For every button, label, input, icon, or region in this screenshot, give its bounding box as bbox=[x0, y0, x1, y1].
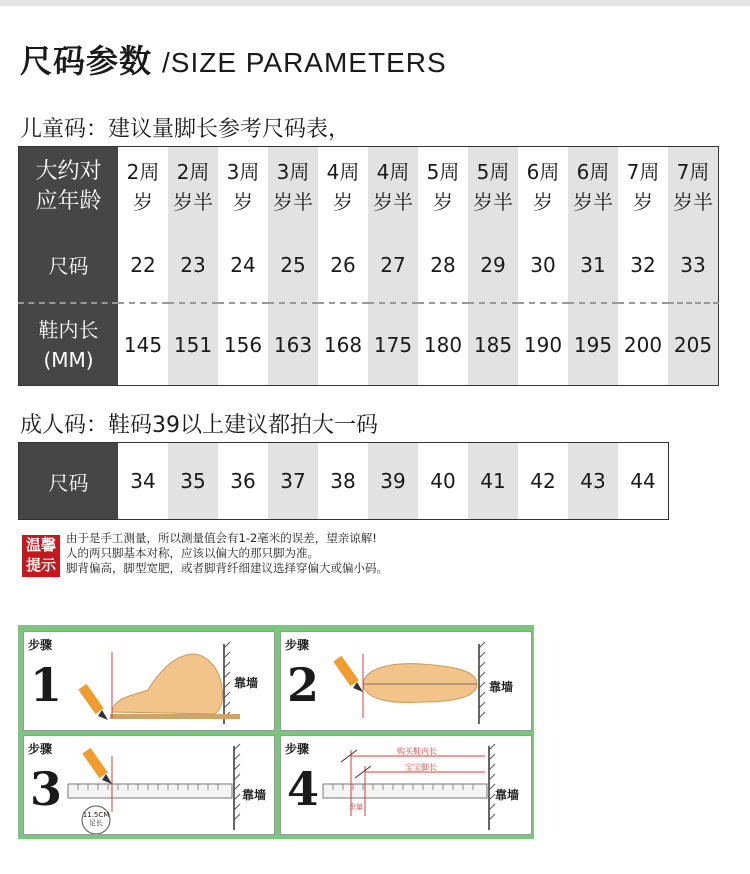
length-cell: 168 bbox=[323, 332, 363, 357]
age-cell: 7周 岁 bbox=[626, 160, 660, 214]
kids-subtitle: 儿童码：建议量脚长参考尺码表， bbox=[20, 117, 351, 142]
size-cell: 27 bbox=[368, 227, 418, 303]
length-cell: 145 bbox=[123, 332, 163, 357]
title-cn: 尺码参数 bbox=[20, 42, 153, 80]
size-label: 尺码 bbox=[19, 227, 119, 303]
pencil-icon bbox=[333, 656, 363, 692]
size-cell: 23 bbox=[168, 227, 218, 303]
age-cell: 6周 岁半 bbox=[568, 147, 618, 228]
length-cell: 205 bbox=[668, 303, 719, 386]
step-tag: 步骤 bbox=[285, 638, 310, 652]
wall-label: 靠墙 bbox=[489, 680, 514, 694]
size-cell: 29 bbox=[468, 227, 518, 303]
measure-steps-panel bbox=[18, 625, 534, 839]
size-row bbox=[19, 227, 719, 303]
length-cell: 200 bbox=[623, 332, 663, 357]
length-cell: 185 bbox=[468, 303, 518, 386]
length-cell: 156 bbox=[223, 332, 263, 357]
age-cell: 7周 岁半 bbox=[668, 147, 719, 228]
age-cell: 3周 岁 bbox=[226, 160, 260, 214]
step-number: 4 bbox=[287, 762, 320, 816]
adult-size-label: 尺码 bbox=[19, 443, 119, 520]
length-cell: 190 bbox=[523, 332, 563, 357]
size-cell: 31 bbox=[568, 227, 618, 303]
adult-size-cell: 41 bbox=[468, 443, 518, 520]
step-tag: 步骤 bbox=[28, 742, 53, 756]
age-cell: 4周 岁 bbox=[326, 160, 360, 214]
size-cell: 32 bbox=[618, 227, 668, 303]
adult-size-cell: 37 bbox=[268, 443, 318, 520]
adult-size-cell: 42 bbox=[530, 469, 556, 493]
size-cell: 28 bbox=[418, 227, 468, 303]
age-cell: 5周 岁 bbox=[426, 160, 460, 214]
length-label-line: 鞋内长 bbox=[38, 317, 99, 342]
wall-label: 靠墙 bbox=[234, 676, 259, 690]
title-en: /SIZE PARAMETERS bbox=[162, 47, 447, 78]
step-number: 1 bbox=[30, 658, 63, 712]
adult-size-cell: 43 bbox=[568, 443, 618, 520]
age-cell: 2周 岁半 bbox=[168, 147, 218, 228]
step-number: 2 bbox=[287, 658, 320, 712]
top-divider bbox=[0, 0, 750, 6]
tip-line: 由于是手工测量，所以测量值会有1-2毫米的误差，望亲谅解! bbox=[66, 531, 377, 545]
page-title bbox=[20, 36, 447, 82]
size-cell: 33 bbox=[668, 227, 719, 303]
age-cell: 3周 岁半 bbox=[268, 147, 318, 228]
pencil-icon bbox=[82, 748, 112, 784]
adult-size-row bbox=[19, 443, 669, 520]
tip-text bbox=[66, 531, 388, 576]
adult-size-cell: 39 bbox=[368, 443, 418, 520]
ruler-reading: 11.5CM 足长 bbox=[82, 811, 110, 827]
length-label-line: (MM) bbox=[43, 347, 94, 372]
purchase-length-label: 购买鞋内长 bbox=[397, 747, 437, 756]
length-cell: 195 bbox=[568, 303, 618, 386]
length-label bbox=[19, 303, 119, 386]
size-cell: 25 bbox=[268, 227, 318, 303]
age-cell: 2周 岁 bbox=[126, 160, 160, 214]
tip-line: 人的两只脚基本对称，应该以偏大的那只脚为准。 bbox=[66, 546, 319, 560]
step-tag: 步骤 bbox=[28, 638, 53, 652]
age-cell: 5周 岁半 bbox=[468, 147, 518, 228]
length-cell: 163 bbox=[268, 303, 318, 386]
allowance-label: 余量 bbox=[349, 803, 363, 811]
size-cell: 26 bbox=[318, 227, 368, 303]
length-cell: 151 bbox=[168, 303, 218, 386]
adult-size-cell: 38 bbox=[330, 469, 356, 493]
adult-size-cell: 35 bbox=[168, 443, 218, 520]
length-cell: 180 bbox=[423, 332, 463, 357]
step-3 bbox=[23, 735, 275, 835]
step-tag: 步骤 bbox=[285, 742, 310, 756]
step-1 bbox=[23, 631, 275, 731]
age-cell: 6周 岁 bbox=[526, 160, 560, 214]
adult-size-table bbox=[18, 442, 669, 520]
age-label-line: 大约对 bbox=[35, 159, 102, 184]
length-cell: 175 bbox=[368, 303, 418, 386]
adult-size-cell: 34 bbox=[130, 469, 156, 493]
age-row bbox=[19, 147, 719, 228]
tip-line: 脚背偏高，脚型宽肥，或者脚背纤细建议选择穿偏大或偏小码。 bbox=[66, 561, 388, 575]
age-cell: 4周 岁半 bbox=[368, 147, 418, 228]
baby-foot-length-label: 宝宝脚长 bbox=[405, 763, 437, 772]
wall-label: 靠墙 bbox=[495, 788, 520, 802]
length-row bbox=[19, 303, 719, 386]
adult-size-cell: 40 bbox=[430, 469, 456, 493]
pencil-icon bbox=[78, 684, 108, 720]
kids-size-table bbox=[18, 146, 719, 386]
age-label-line: 应年龄 bbox=[35, 189, 102, 214]
age-label bbox=[19, 147, 119, 228]
adult-size-cell: 44 bbox=[630, 469, 656, 493]
size-cell: 22 bbox=[118, 227, 168, 303]
size-cell: 24 bbox=[218, 227, 268, 303]
step-2 bbox=[280, 631, 532, 731]
step-4 bbox=[280, 735, 532, 835]
tip-badge: 温馨 提示 bbox=[22, 535, 60, 577]
size-cell: 30 bbox=[518, 227, 568, 303]
wall-label: 靠墙 bbox=[242, 788, 267, 802]
step-number: 3 bbox=[30, 762, 63, 816]
adult-subtitle: 成人码：鞋码39以上建议都拍大一码 bbox=[20, 413, 378, 438]
adult-size-cell: 36 bbox=[230, 469, 256, 493]
